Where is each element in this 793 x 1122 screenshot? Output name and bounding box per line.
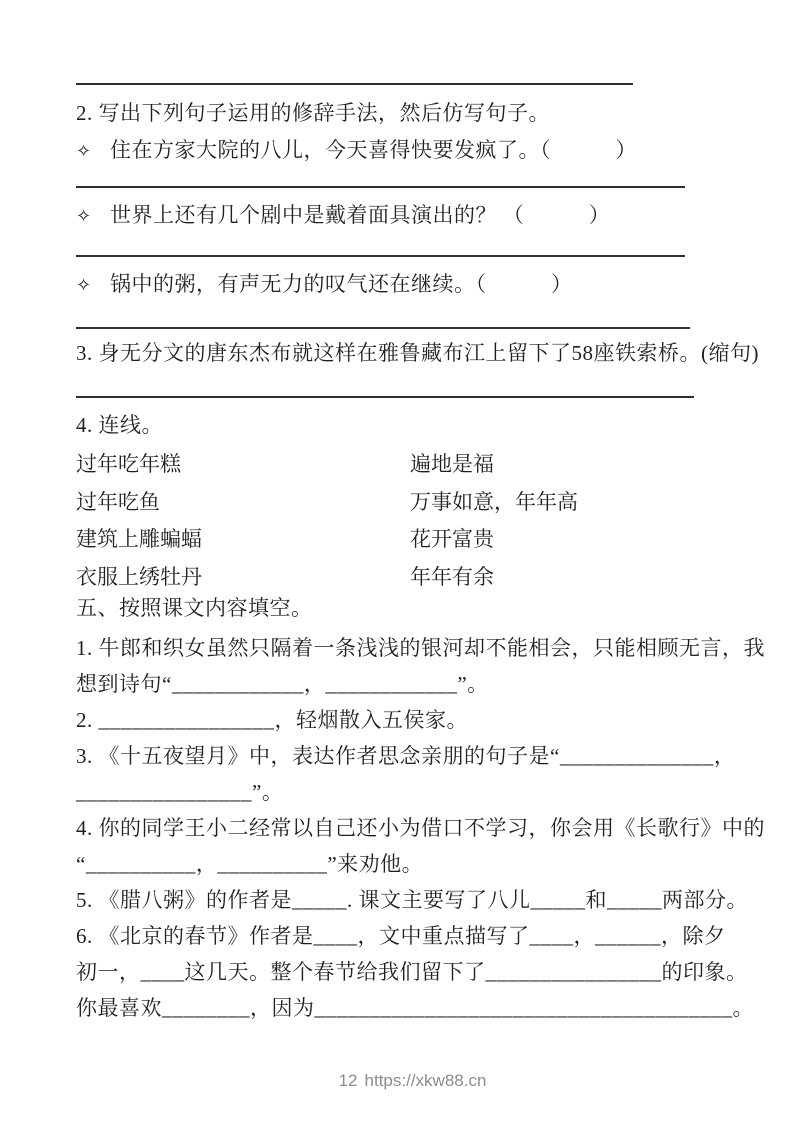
match-right-item: 花开富贵 (410, 527, 494, 551)
question-3-text: 3. 身无分文的唐东杰布就这样在雅鲁藏布江上留下了58座铁索桥。(缩句) (76, 341, 759, 365)
fill-in-line: 初一，____这几天。整个春节给我们留下了________________的印象。 (76, 960, 748, 984)
fill-in-line: 3. 《十五夜望月》中，表达作者思念亲朋的句子是“______________， (76, 744, 736, 768)
match-left-item: 建筑上雕蝙蝠 (76, 527, 202, 551)
section-5-title: 五、按照课文内容填空。 (76, 596, 313, 620)
fill-in-line: “__________，__________”来劝他。 (76, 852, 424, 876)
fill-in-line: 6. 《北京的春节》作者是____，文中重点描写了____，______，除夕 (76, 924, 726, 948)
question-4-title: 4. 连线。 (76, 413, 163, 437)
question-2-item-text: 锅中的粥，有声无力的叹气还在继续。（ ） (110, 272, 573, 296)
match-row (76, 523, 753, 553)
question-2-item (76, 271, 753, 299)
four-pointed-star-icon: ✧ (76, 275, 92, 296)
match-row (76, 486, 753, 516)
question-2-item-text: 世界上还有几个剧中是戴着面具演出的？ （ ） (110, 203, 611, 227)
fill-in-line: 4. 你的同学王小二经常以自己还小为借口不学习，你会用《长歌行》中的 (76, 816, 765, 840)
match-right-item: 年年有余 (410, 565, 494, 589)
fill-in-line: ________________”。 (76, 780, 284, 804)
match-right-item: 遍地是福 (410, 452, 494, 476)
four-pointed-star-icon: ✧ (76, 206, 92, 227)
section-5-body (76, 630, 763, 1026)
four-pointed-star-icon: ✧ (76, 141, 92, 162)
fill-in-line: 你最喜欢________，因为______________________________________。 (76, 996, 754, 1020)
answer-line (76, 83, 633, 85)
answer-line (76, 396, 694, 398)
match-left-item: 过年吃鱼 (76, 490, 160, 514)
question-2-item (76, 202, 753, 230)
match-row (76, 448, 753, 478)
fill-in-line: 想到诗句“____________，____________”。 (76, 672, 489, 696)
match-left-item: 过年吃年糕 (76, 452, 181, 476)
page-number: 12 (338, 1071, 358, 1090)
page-footer (0, 1071, 793, 1091)
answer-line (76, 255, 685, 257)
question-2-item (76, 137, 753, 165)
answer-line (76, 327, 690, 329)
match-left-item: 衣服上绣牡丹 (76, 565, 202, 589)
question-2-item-text: 住在方家大院的八儿，今天喜得快要发疯了。（ ） (110, 138, 637, 162)
footer-url: https://xkw88.cn (364, 1071, 487, 1090)
answer-line (76, 186, 685, 188)
match-right-item: 万事如意，年年高 (410, 490, 578, 514)
fill-in-line: 5. 《腊八粥》的作者是_____. 课文主要写了八儿_____和_____两部分。 (76, 888, 748, 912)
fill-in-line: 2. ________________，轻烟散入五侯家。 (76, 708, 468, 732)
match-row (76, 561, 753, 591)
fill-in-line: 1. 牛郎和织女虽然只隔着一条浅浅的银河却不能相会，只能相顾无言，我 (76, 636, 765, 660)
question-2-title: 2. 写出下列句子运用的修辞手法，然后仿写句子。 (76, 101, 550, 125)
